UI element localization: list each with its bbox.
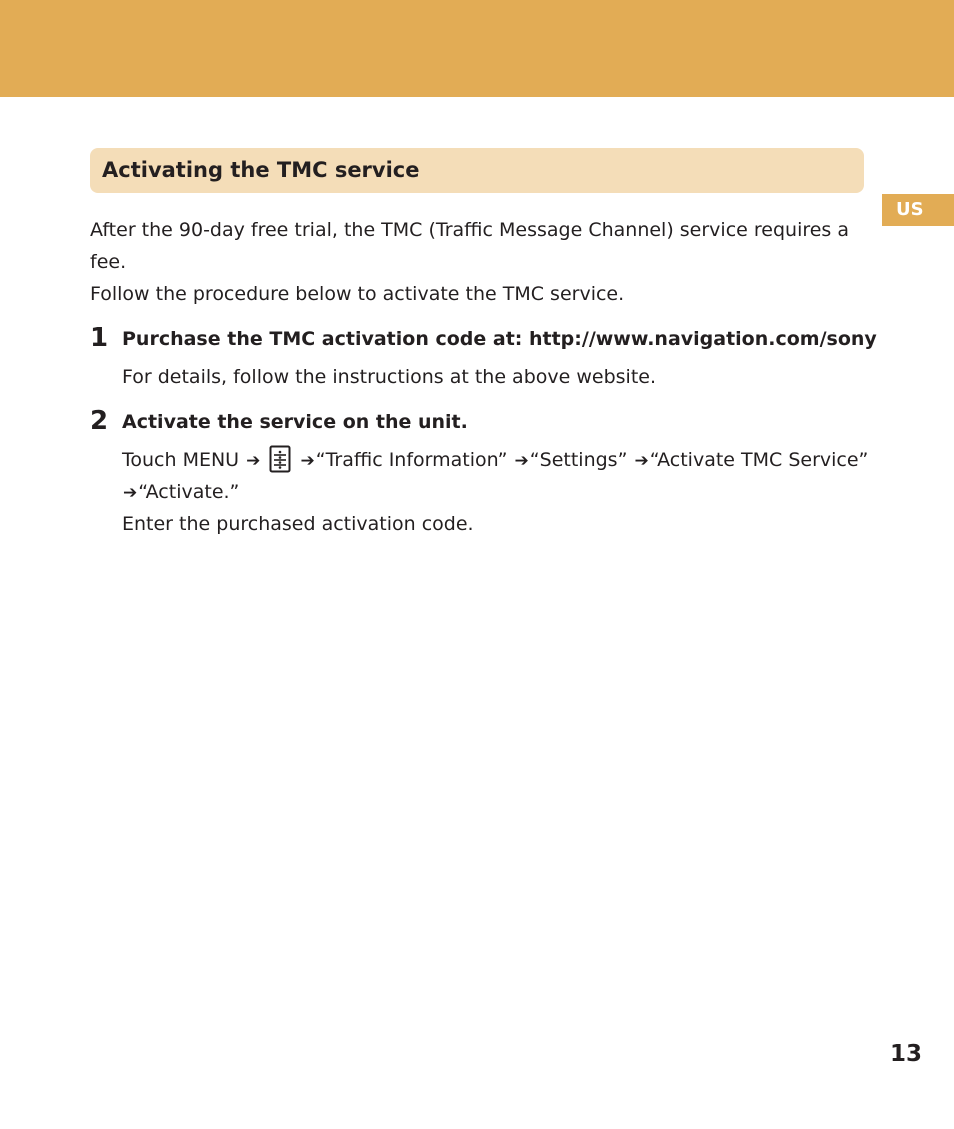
path-item-settings: “Settings” bbox=[529, 449, 628, 471]
settings-list-icon bbox=[269, 445, 291, 483]
intro-line-3: Follow the procedure below to activate the TMC service. bbox=[90, 283, 625, 305]
arrow-icon: ➔ bbox=[246, 451, 261, 471]
arrow-icon: ➔ bbox=[514, 451, 529, 471]
intro-line-1: After the 90-day free trial, the TMC (Traffic Message Channel) service requires a bbox=[90, 219, 850, 241]
header-band bbox=[0, 0, 954, 97]
step-1-title: Purchase the TMC activation code at: http://www.navigation.com/sony bbox=[122, 328, 877, 350]
step-2-body: Enter the purchased activation code. bbox=[122, 513, 474, 535]
arrow-icon: ➔ bbox=[634, 451, 649, 471]
path-item-traffic-information: “Traffic Information” bbox=[315, 449, 508, 471]
arrow-icon: ➔ bbox=[123, 483, 138, 503]
step-2-number: 2 bbox=[90, 406, 109, 436]
path-item-activate-tmc-service: “Activate TMC Service” bbox=[649, 449, 869, 471]
step-2-path-line-2 bbox=[122, 476, 239, 509]
language-tab: US bbox=[882, 194, 954, 226]
step-2-title: Activate the service on the unit. bbox=[122, 411, 468, 433]
page-number: 13 bbox=[889, 1041, 922, 1067]
path-item-activate: “Activate.” bbox=[138, 481, 240, 503]
intro-line-2: fee. bbox=[90, 251, 127, 273]
section-heading: Activating the TMC service bbox=[90, 148, 864, 193]
arrow-icon: ➔ bbox=[300, 451, 315, 471]
step-1-number: 1 bbox=[90, 323, 109, 353]
step-1-body: For details, follow the instructions at the above website. bbox=[122, 366, 657, 388]
step-2-path-prefix: Touch MENU bbox=[122, 449, 240, 471]
